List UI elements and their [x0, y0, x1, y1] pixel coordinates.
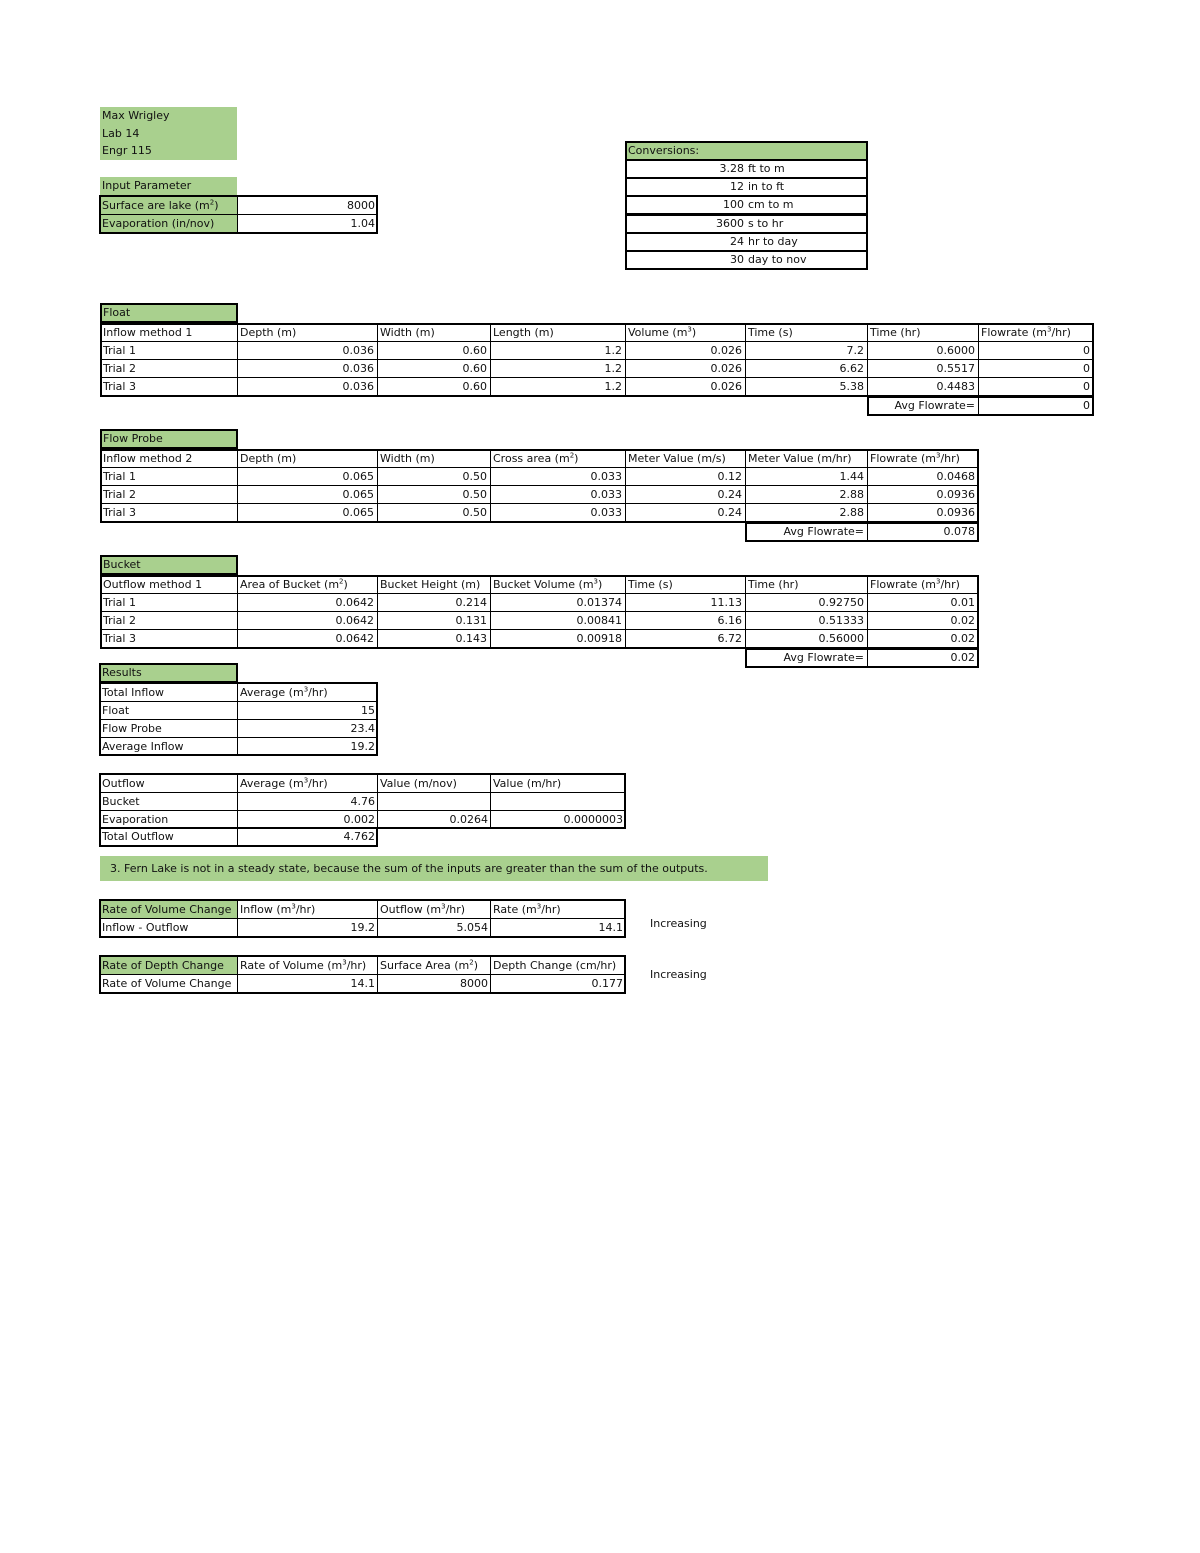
table-cell: 1.2 [604, 380, 622, 393]
conversion-unit: s to hr [748, 217, 784, 230]
outflow-header: Outflow [102, 777, 145, 790]
table-cell: 0.01 [950, 596, 975, 609]
bucket-header: Time (hr) [748, 578, 799, 591]
bucket-header: Time (s) [628, 578, 673, 591]
flow_probe-header: Depth (m) [240, 452, 297, 465]
dc-depth-header: Depth Change (cm/hr) [493, 959, 617, 972]
vc-outflow-header: Outflow $(m^3/hr)$ [380, 902, 466, 916]
table-cell: 2.88 [839, 488, 864, 501]
trial-label: Trial 2 [103, 488, 136, 501]
table-cell: 0 [1083, 380, 1090, 393]
table-cell: 6.62 [839, 362, 864, 375]
flow_probe-header: Width (m) [380, 452, 435, 465]
grid-line [745, 449, 746, 523]
results-title: Results [100, 664, 237, 682]
table-cell: 0.00841 [576, 614, 622, 627]
vc-rate-header: Rate $(m^3/hr)$ [493, 902, 561, 916]
table-cell: 0.036 [342, 344, 374, 357]
conversion-value: 100 [723, 198, 744, 211]
grid-line [625, 575, 626, 649]
conversion-unit: ft to m [748, 162, 785, 175]
dc-area-header: Surface Area $(m^2)$ [380, 958, 478, 972]
conversion-value: 3600 [716, 217, 744, 230]
conversion-value: 30 [730, 253, 744, 266]
grid-line [100, 485, 978, 486]
grid-line [100, 593, 978, 594]
dc-volume-value: 14.1 [350, 977, 375, 990]
grid-line [490, 323, 491, 397]
dc-volume-header: Rate of Volume $(m^3/hr)$ [240, 958, 367, 972]
table-cell: 0 [1083, 344, 1090, 357]
float-header: Time (hr) [870, 326, 921, 339]
float-title: Float [101, 304, 236, 322]
table-cell: 0.0936 [936, 488, 975, 501]
grid-line [377, 575, 378, 649]
grid-line [978, 323, 979, 397]
table-cell: 0.065 [342, 488, 374, 501]
vc-inflow-value: 19.2 [350, 921, 375, 934]
results-probe-label: Flow Probe [102, 722, 162, 735]
table-cell: 0.0642 [335, 596, 374, 609]
table-cell: 0.02 [950, 632, 975, 645]
table-cell: 0.143 [455, 632, 487, 645]
flow_probe-header: Meter Value (m/s) [628, 452, 726, 465]
flow_probe-avg-label: Avg Flowrate= [783, 525, 864, 538]
vc-rate-value: 14.1 [598, 921, 623, 934]
table-cell: 6.16 [717, 614, 742, 627]
float-avg-value: 0 [1083, 399, 1090, 412]
outflow-average-header: Average $(m^3/hr)$ [240, 776, 328, 790]
trial-label: Trial 1 [103, 344, 136, 357]
table-cell: 0.01374 [576, 596, 622, 609]
grid-line [100, 377, 1093, 378]
table-cell: 1.2 [604, 362, 622, 375]
table-cell: 0.0642 [335, 632, 374, 645]
trial-label: Trial 2 [103, 362, 136, 375]
surface-area-value: 8000 [347, 199, 375, 212]
table-cell: 0.12 [717, 470, 742, 483]
total-outflow-value: 4.762 [343, 830, 375, 843]
table-cell: 0.60 [462, 380, 487, 393]
table-cell: 7.2 [846, 344, 864, 357]
average-inflow-label: Average Inflow [102, 740, 184, 753]
conversion-unit: cm to m [748, 198, 794, 211]
table-cell: 0.50 [462, 470, 487, 483]
evaporation-mnov-value: 0.0264 [449, 813, 488, 826]
grid-line [978, 396, 979, 415]
outflow-bucket-label: Bucket [102, 795, 140, 808]
table-cell: 0.02 [950, 614, 975, 627]
float-header: Time (s) [748, 326, 793, 339]
trial-label: Trial 3 [103, 506, 136, 519]
trial-label: Trial 3 [103, 380, 136, 393]
conversion-value: 12 [730, 180, 744, 193]
conversion-unit: in to ft [748, 180, 785, 193]
vc-outflow-value: 5.054 [456, 921, 488, 934]
conversions-title: Conversions: [626, 142, 867, 160]
table-cell: 1.44 [839, 470, 864, 483]
table-cell: 0.036 [342, 380, 374, 393]
table-cell: 5.38 [839, 380, 864, 393]
flow_probe-header: Cross area $(m^2)$ [493, 451, 579, 465]
table-cell: 0.036 [342, 362, 374, 375]
grid-line [867, 522, 868, 541]
volume-change-note: Increasing [650, 917, 707, 930]
float-header: Length (m) [493, 326, 554, 339]
grid-line [867, 575, 868, 649]
table-cell: 0.0468 [936, 470, 975, 483]
flow_probe-header: Flowrate $(m^3/hr)$ [870, 451, 960, 465]
evaporation-label: Evaporation (in/nov) [100, 215, 237, 233]
inflow-average-header: Average $(m^3/hr)$ [240, 685, 328, 699]
evaporation-mhr-value: 0.0000003 [563, 813, 623, 826]
table-cell: 6.72 [717, 632, 742, 645]
depth-change-header: Rate of Depth Change [100, 957, 237, 975]
float-header: Inflow method 1 [103, 326, 193, 339]
grid-line [100, 359, 1093, 360]
vc-inflow-header: Inflow $(m^3/hr)$ [240, 902, 316, 916]
vc-row-label: Inflow - Outflow [102, 921, 189, 934]
course-name: Engr 115 [100, 142, 237, 160]
table-cell: 0.033 [590, 506, 622, 519]
table-cell: 0 [1083, 362, 1090, 375]
table-cell: 0.00918 [576, 632, 622, 645]
bucket-title: Bucket [101, 556, 236, 574]
table-cell: 0.24 [717, 506, 742, 519]
conversion-value: 24 [730, 235, 744, 248]
surface-area-label: Surface are lake $(m^2)$ [100, 197, 237, 215]
grid-line [745, 575, 746, 649]
results-float-value: 15 [361, 704, 375, 717]
grid-line [237, 449, 238, 523]
flow_probe-header: Meter Value (m/hr) [748, 452, 852, 465]
grid-line [490, 575, 491, 649]
grid-line [867, 449, 868, 523]
table-cell: 0.50 [462, 488, 487, 501]
total-outflow-label: Total Outflow [102, 830, 174, 843]
float-header: Flowrate $(m^3/hr)$ [981, 325, 1071, 339]
table-cell: 0.4483 [936, 380, 975, 393]
table-cell: 0.51333 [818, 614, 864, 627]
results-float-label: Float [102, 704, 130, 717]
table-cell: 0.24 [717, 488, 742, 501]
trial-label: Trial 2 [103, 614, 136, 627]
grid-line [490, 449, 491, 523]
float-header: Width (m) [380, 326, 435, 339]
grid-line [745, 323, 746, 397]
trial-label: Trial 3 [103, 632, 136, 645]
float-header: Volume $(m^3)$ [628, 325, 697, 339]
float-header: Depth (m) [240, 326, 297, 339]
bucket-avg-label: Avg Flowrate= [783, 651, 864, 664]
grid-line [867, 323, 868, 397]
grid-line [377, 323, 378, 397]
volume-change-header: Rate of Volume Change [100, 901, 237, 919]
bucket-header: Outflow method 1 [103, 578, 203, 591]
table-cell: 0.065 [342, 506, 374, 519]
depth-change-note: Increasing [650, 968, 707, 981]
lab-number: Lab 14 [100, 125, 237, 143]
bucket-header: Bucket Height (m) [380, 578, 481, 591]
table-cell: 0.0642 [335, 614, 374, 627]
grid-line [100, 629, 978, 630]
evaporation-value: 1.04 [350, 217, 375, 230]
table-cell: 0.5517 [936, 362, 975, 375]
trial-label: Trial 1 [103, 470, 136, 483]
outflow-bucket-value: 4.76 [350, 795, 375, 808]
table-cell: 0.60 [462, 344, 487, 357]
grid-line [377, 449, 378, 523]
grid-line [100, 611, 978, 612]
trial-label: Trial 1 [103, 596, 136, 609]
table-cell: 11.13 [710, 596, 742, 609]
grid-line [100, 503, 978, 504]
conclusion-text: 3. Fern Lake is not in a steady state, because the sum of the inputs are greater than the sum of the outputs. [100, 856, 768, 881]
table-cell: 0.6000 [936, 344, 975, 357]
table-cell: 0.0936 [936, 506, 975, 519]
outflow-evaporation-value: 0.002 [343, 813, 375, 826]
bucket-header: Flowrate $(m^3/hr)$ [870, 577, 960, 591]
flow_probe-title: Flow Probe [101, 430, 236, 448]
total-inflow-label: Total Inflow [102, 686, 165, 699]
table-cell: 0.033 [590, 488, 622, 501]
grid-line [100, 467, 978, 468]
conversion-unit: day to nov [748, 253, 807, 266]
dc-row-label: Rate of Volume Change [102, 977, 232, 990]
table-cell: 0.026 [710, 344, 742, 357]
outflow-evaporation-label: Evaporation [102, 813, 169, 826]
float-avg-label: Avg Flowrate= [894, 399, 975, 412]
table-cell: 0.60 [462, 362, 487, 375]
value-mhr-header: Value (m/hr) [493, 777, 562, 790]
bucket-header: Bucket Volume $(m^3)$ [493, 577, 603, 591]
table-cell: 0.033 [590, 470, 622, 483]
grid-line [625, 323, 626, 397]
flow_probe-avg-value: 0.078 [943, 525, 975, 538]
conversion-value: 3.28 [719, 162, 744, 175]
average-inflow-value: 19.2 [350, 740, 375, 753]
dc-area-value: 8000 [460, 977, 488, 990]
table-cell: 0.026 [710, 362, 742, 375]
grid-line [237, 323, 238, 397]
table-cell: 2.88 [839, 506, 864, 519]
conversion-unit: hr to day [748, 235, 798, 248]
table-cell: 0.50 [462, 506, 487, 519]
grid-line [100, 341, 1093, 342]
bucket-header: Area of Bucket $(m^2)$ [240, 577, 348, 591]
table-cell: 0.131 [455, 614, 487, 627]
results-probe-value: 23.4 [350, 722, 375, 735]
grid-line [867, 648, 868, 667]
grid-line [625, 449, 626, 523]
table-cell: 0.214 [455, 596, 487, 609]
table-cell: 0.065 [342, 470, 374, 483]
input-title: Input Parameter [100, 177, 237, 195]
table-cell: 1.2 [604, 344, 622, 357]
dc-depth-value: 0.177 [591, 977, 623, 990]
author-name: Max Wrigley [100, 107, 237, 125]
grid-line [237, 575, 238, 649]
table-cell: 0.56000 [818, 632, 864, 645]
bucket-avg-value: 0.02 [950, 651, 975, 664]
table-cell: 0.92750 [818, 596, 864, 609]
flow_probe-header: Inflow method 2 [103, 452, 193, 465]
table-cell: 0.026 [710, 380, 742, 393]
value-mnov-header: Value (m/nov) [380, 777, 457, 790]
